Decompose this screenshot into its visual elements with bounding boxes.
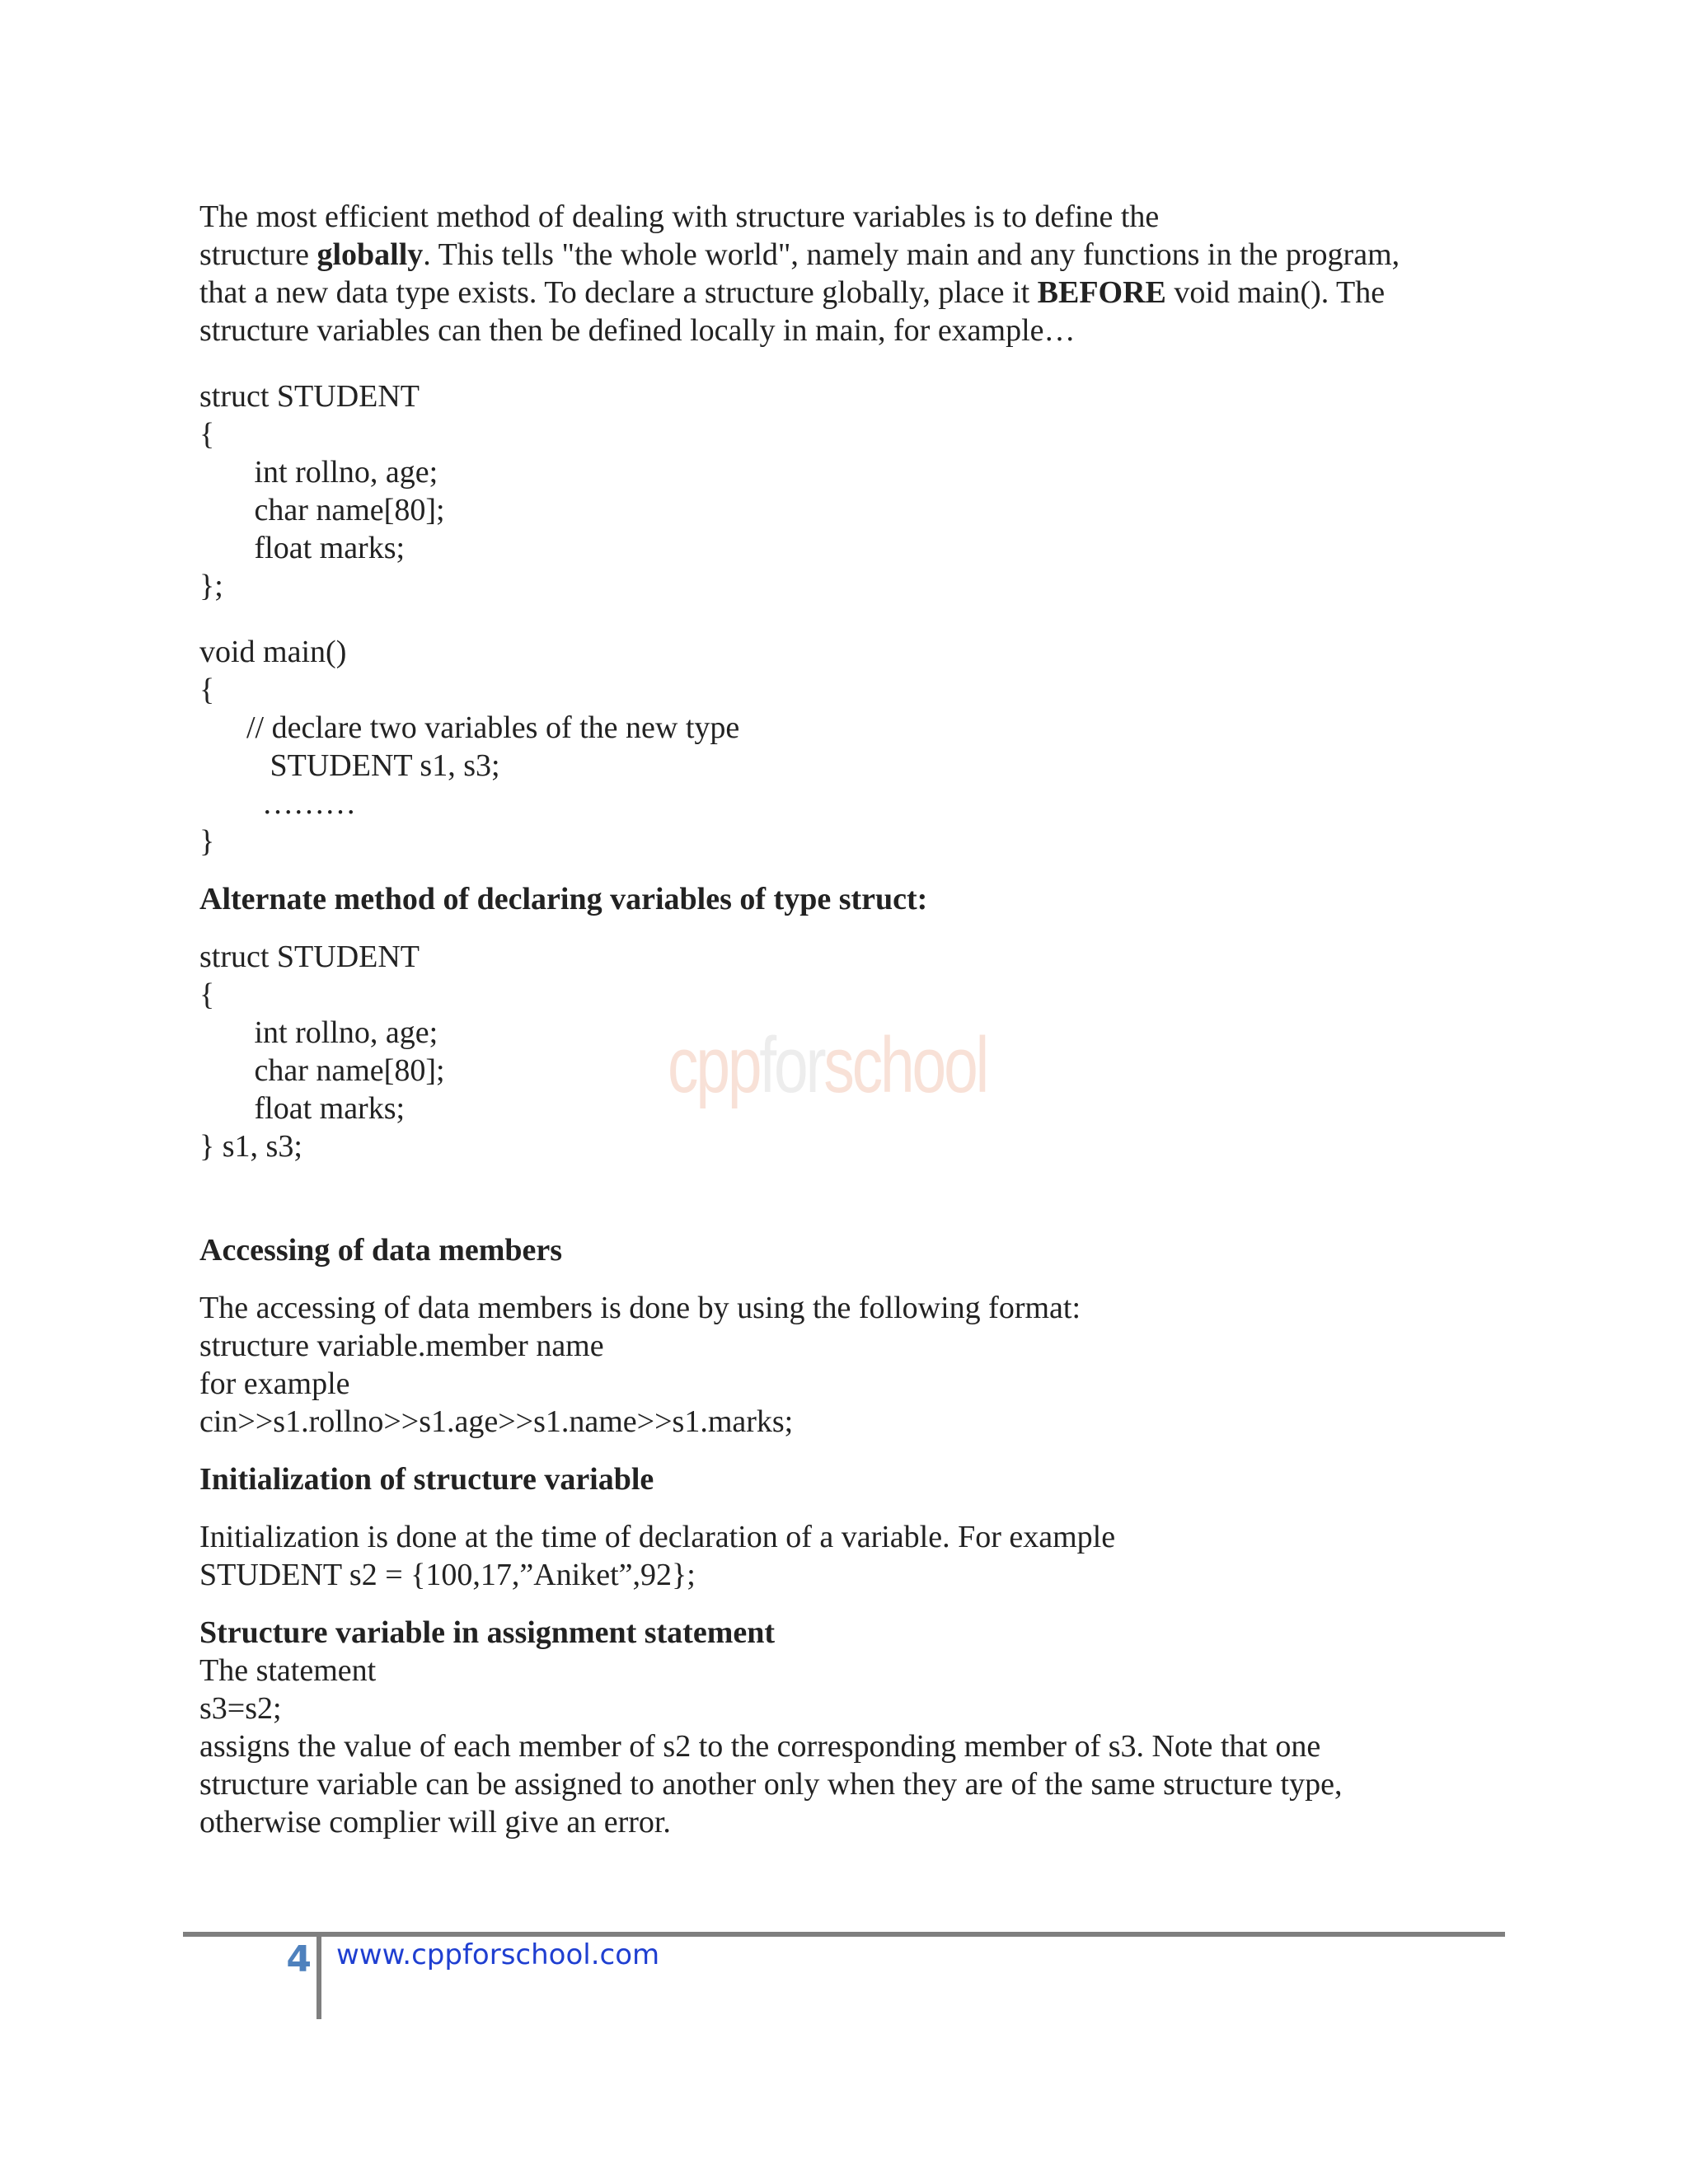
heading-accessing-data-members: Accessing of data members — [199, 1233, 563, 1268]
page-number: 4 — [286, 1938, 312, 1980]
code-struct-with-variables: struct STUDENT { int rollno, age; char name[80]; float marks; } s1, s3; — [199, 940, 445, 1164]
footer-website-link[interactable]: www.cppforschool.com — [336, 1938, 660, 1971]
emphasis-before: BEFORE — [1037, 275, 1166, 310]
heading-alternate-method: Alternate method of declaring variables of type struct: — [199, 882, 928, 916]
initialization-paragraph: Initialization is done at the time of declaration of a variable. For example STUDENT s2 = {100,17,”Aniket”,92}; — [199, 1520, 1116, 1592]
intro-paragraph: The most efficient method of dealing with structure variables is to define the structure globally. This tells "the whole world", namely main and any functions in the program, that a new data type exists. To declare a structure globally, place it BEFORE void main(). The structure variables can then be defined locally in main, for example… — [199, 199, 1400, 348]
code-cin-example: cin>>s1.rollno>>s1.age>>s1.name>>s1.marks; — [199, 1404, 794, 1439]
heading-initialization: Initialization of structure variable — [199, 1462, 654, 1497]
code-main-function: void main() { // declare two variables of the new type STUDENT s1, s3; ……… } — [199, 635, 740, 859]
watermark-logo: cppforschool — [668, 1021, 987, 1109]
footer-divider — [316, 1937, 321, 2019]
footer-rule — [183, 1932, 1505, 1937]
code-struct-definition: struct STUDENT { int rollno, age; char name[80]; float marks; }; — [199, 379, 445, 603]
page-content — [199, 198, 1518, 1841]
emphasis-globally: globally — [316, 237, 424, 272]
accessing-paragraph: The accessing of data members is done by using the following format: structure variable.member name for example cin>>s1.rollno>>s1.age>>s1.name>>s1.marks; — [199, 1291, 1081, 1439]
code-initialization-example: STUDENT s2 = {100,17,”Aniket”,92}; — [199, 1558, 696, 1592]
assignment-paragraph: The statement s3=s2; assigns the value of each member of s2 to the corresponding member of s3. Note that one structure variable can be assigned to another only when they are of the same structure type, otherwise complier will give an error. — [199, 1653, 1343, 1840]
heading-assignment-statement: Structure variable in assignment statement — [199, 1615, 776, 1650]
code-assignment-example: s3=s2; — [199, 1691, 282, 1726]
